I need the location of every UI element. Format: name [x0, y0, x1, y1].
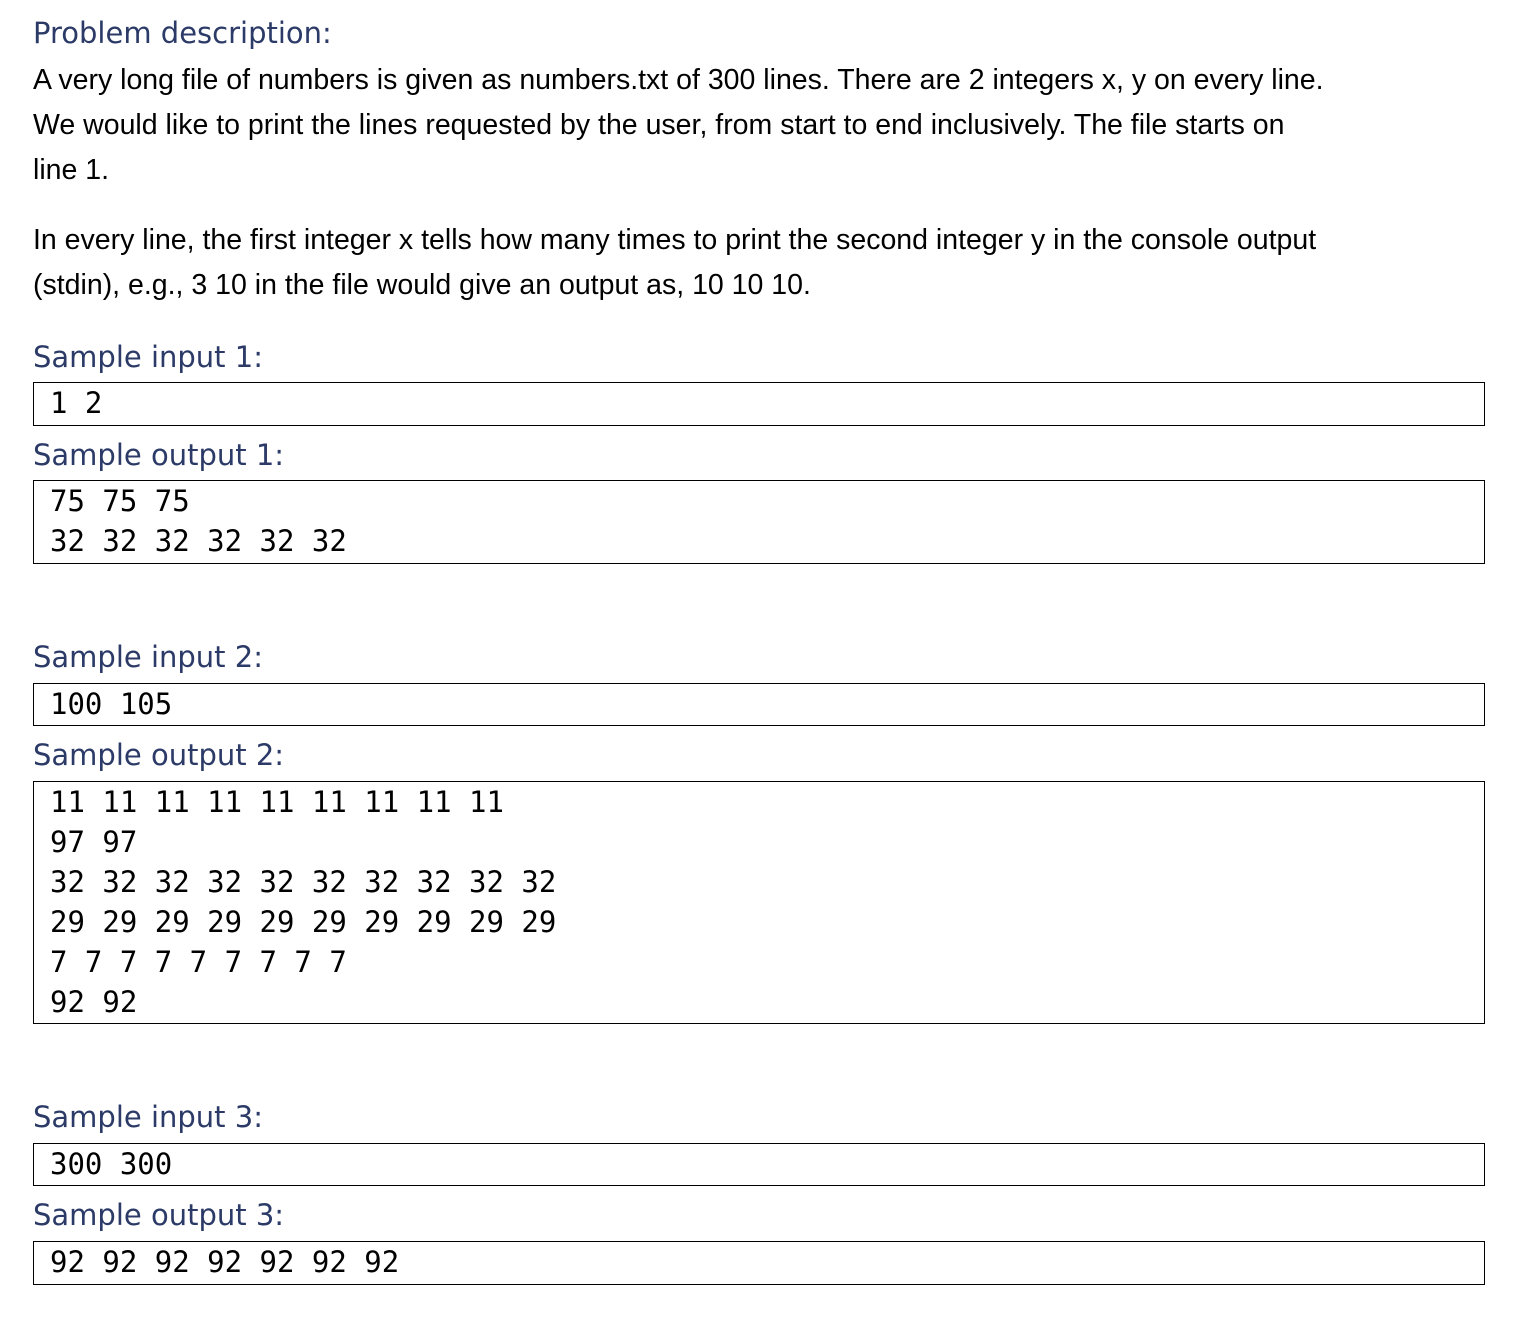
sample-output-3-box [33, 1241, 1485, 1285]
sample-output-2-box [33, 781, 1485, 1024]
code-line: 1 2 [50, 386, 103, 420]
sample-input-2-heading: Sample input 2: [33, 640, 263, 674]
sample-output-1-box [33, 480, 1485, 564]
sample-output-3-heading: Sample output 3: [33, 1198, 285, 1232]
problem-paragraph-1-line: A very long file of numbers is given as numbers.txt of 300 lines. There are 2 integers x, y on every line. [33, 64, 1324, 96]
sample-input-2-box [33, 683, 1485, 726]
problem-paragraph-2-line: In every line, the first integer x tells how many times to print the second integer y in the console output [33, 224, 1317, 256]
code-line: 75 75 75 [50, 484, 190, 518]
problem-paragraph-2-line: (stdin), e.g., 3 10 in the file would give an output as, 10 10 10. [33, 269, 811, 301]
code-line: 32 32 32 32 32 32 [50, 524, 347, 558]
code-line: 92 92 [50, 985, 138, 1019]
code-line: 100 105 [50, 687, 173, 721]
problem-paragraph-1 [33, 58, 1493, 193]
problem-paragraph-1-line: line 1. [33, 154, 110, 186]
sample-input-1-box [33, 382, 1485, 426]
code-line: 32 32 32 32 32 32 32 32 32 32 [50, 865, 557, 899]
code-line: 92 92 92 92 92 92 92 [50, 1245, 400, 1279]
code-line: 300 300 [50, 1147, 173, 1181]
code-line: 7 7 7 7 7 7 7 7 7 [50, 945, 347, 979]
sample-input-3-heading: Sample input 3: [33, 1100, 263, 1134]
sample-input-3-box [33, 1143, 1485, 1186]
sample-output-2-heading: Sample output 2: [33, 738, 285, 772]
problem-paragraph-2 [33, 218, 1493, 308]
code-line: 11 11 11 11 11 11 11 11 11 [50, 785, 504, 819]
problem-paragraph-1-line: We would like to print the lines requested by the user, from start to end inclusively. The file starts on [33, 109, 1285, 141]
code-line: 97 97 [50, 825, 138, 859]
sample-input-1-heading: Sample input 1: [33, 340, 263, 374]
problem-description-heading: Problem description: [33, 16, 332, 50]
code-line: 29 29 29 29 29 29 29 29 29 29 [50, 905, 557, 939]
sample-output-1-heading: Sample output 1: [33, 438, 285, 472]
